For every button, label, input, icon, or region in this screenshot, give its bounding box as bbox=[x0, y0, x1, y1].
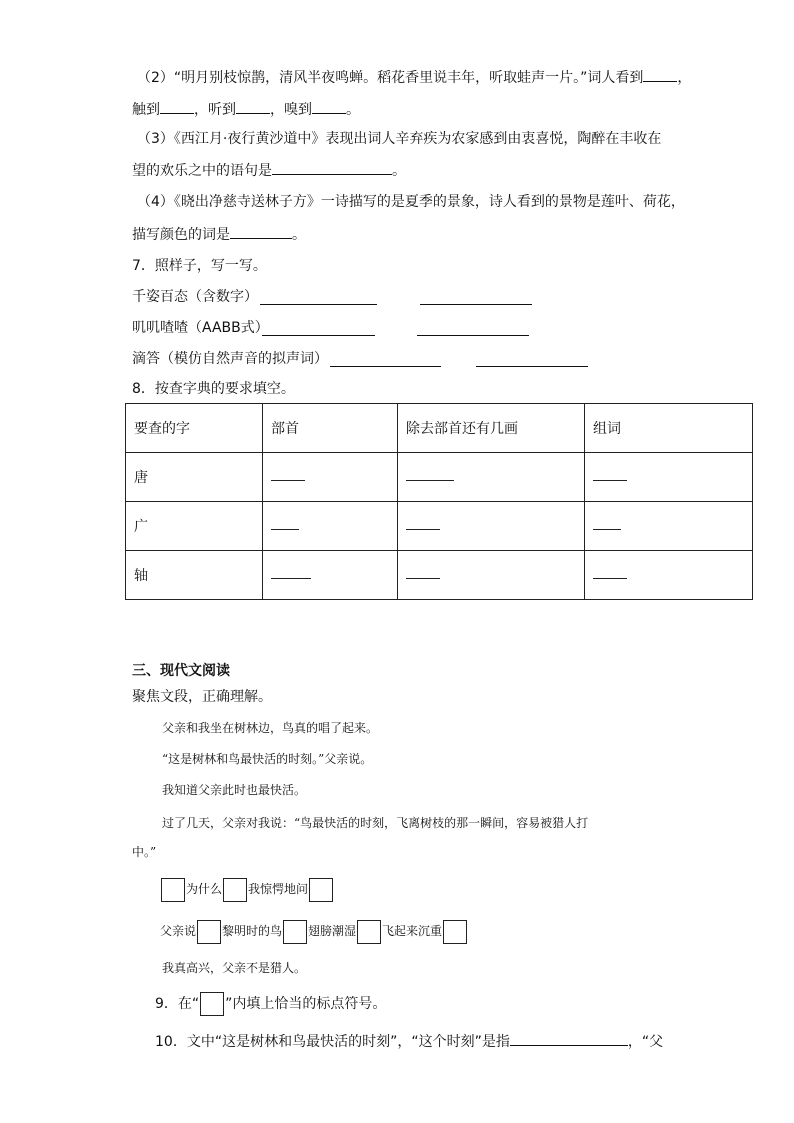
passage-p5 bbox=[160, 877, 334, 902]
q8-title: 8．按查字典的要求填空。 bbox=[132, 381, 295, 397]
q6-part4-text: （4）《晓出净慈寺送林子方》一诗描写的是夏季的景象，诗人看到的景物是莲叶、荷花， bbox=[137, 194, 685, 210]
punct-box[interactable] bbox=[309, 878, 333, 902]
section-intro: 聚焦文段，正确理解。 bbox=[132, 689, 272, 705]
passage-text: 飞起来沉重 bbox=[382, 924, 443, 938]
q7-row3-label: 滴答（模仿自然声音的拟声词） bbox=[132, 351, 328, 367]
punct-box[interactable] bbox=[161, 878, 185, 902]
passage-p4-line2: 中。” bbox=[132, 845, 157, 859]
q6-part4-period: 。 bbox=[292, 227, 306, 243]
q6-part2-text: （2）“明月别枝惊鹊，清风半夜鸣蝉。稻花香里说丰年，听取蛙声一片。”词人看到 bbox=[137, 70, 644, 86]
q6-hear-label: ，听到 bbox=[194, 102, 236, 118]
passage-p3: 我知道父亲此时也最快活。 bbox=[162, 783, 307, 797]
q6-part4-line1 bbox=[137, 192, 685, 212]
q6-smell-label: ，嗅到 bbox=[270, 102, 312, 118]
q6-part2-line1 bbox=[137, 67, 691, 88]
q6-part3-text2: 望的欢乐之中的语句是 bbox=[132, 163, 272, 179]
blank-word[interactable] bbox=[585, 502, 753, 551]
blank-radical[interactable] bbox=[263, 551, 398, 600]
table-row bbox=[126, 502, 753, 551]
q7-row2-blank1[interactable] bbox=[262, 321, 375, 336]
q7-row3-blank1[interactable] bbox=[330, 352, 441, 367]
q10-text-b: ，“父 bbox=[627, 1034, 664, 1050]
blank-word[interactable] bbox=[585, 551, 753, 600]
section-heading: 三、现代文阅读 bbox=[132, 663, 230, 679]
q9 bbox=[155, 992, 386, 1016]
q6-part2-comma: ， bbox=[677, 70, 692, 86]
dictionary-table bbox=[125, 403, 753, 600]
blank-radical[interactable] bbox=[263, 453, 398, 502]
punct-box[interactable] bbox=[223, 878, 247, 902]
q6-part2-blank-see[interactable] bbox=[643, 67, 677, 82]
row-char: 轴 bbox=[126, 551, 263, 600]
q7-row1-blank1[interactable] bbox=[260, 290, 377, 305]
passage-p4-line1: 过了几天，父亲对我说：“鸟最快活的时刻，飞离树枝的那一瞬间，容易被猎人打 bbox=[162, 816, 589, 830]
q9-text-b: ”内填上恰当的标点符号。 bbox=[225, 996, 387, 1012]
q7-row3 bbox=[132, 349, 328, 369]
q7-row2-blank2[interactable] bbox=[417, 321, 529, 336]
passage-text: 父亲说 bbox=[160, 924, 197, 938]
q7-title: 7．照样子，写一写。 bbox=[132, 258, 267, 274]
q7-row2 bbox=[132, 318, 269, 338]
row-char: 广 bbox=[126, 502, 263, 551]
header-word: 组词 bbox=[585, 404, 753, 453]
q6-part3-line2 bbox=[132, 160, 406, 181]
punct-box[interactable] bbox=[357, 920, 381, 944]
passage-text: 我惊愕地问 bbox=[248, 882, 309, 896]
passage-p7: 我真高兴，父亲不是猎人。 bbox=[162, 961, 307, 975]
q6-part2-blank-hear[interactable] bbox=[236, 99, 270, 114]
q6-part4-line2 bbox=[132, 224, 306, 245]
q6-touch-label: 触到 bbox=[132, 102, 160, 118]
q10-text-a: 10．文中“这是树林和鸟最快活的时刻”，“这个时刻”是指 bbox=[155, 1034, 510, 1050]
header-strokes: 除去部首还有几画 bbox=[398, 404, 585, 453]
q7-row3-blank2[interactable] bbox=[476, 352, 588, 367]
passage-text: 翅膀潮湿 bbox=[308, 924, 357, 938]
q6-part2-line2 bbox=[132, 99, 360, 120]
q10-blank[interactable] bbox=[510, 1031, 628, 1046]
q6-part3-blank[interactable] bbox=[272, 160, 392, 175]
q10 bbox=[155, 1031, 663, 1052]
table-header-row bbox=[126, 404, 753, 453]
q6-part3-text: （3）《西江月·夜行黄沙道中》表现出词人辛弃疾为农家感到由衷喜悦，陶醉在丰收在 bbox=[137, 131, 662, 147]
punct-box[interactable] bbox=[443, 920, 467, 944]
passage-text: 为什么 bbox=[186, 882, 223, 896]
q6-part4-blank[interactable] bbox=[230, 224, 292, 239]
q7-row1-label: 千姿百态（含数字） bbox=[132, 289, 258, 305]
q6-part2-period: 。 bbox=[346, 102, 360, 118]
passage-p2: “这是树林和鸟最快活的时刻。”父亲说。 bbox=[162, 752, 373, 766]
passage-p6 bbox=[160, 919, 468, 944]
q6-part4-text2: 描写颜色的词是 bbox=[132, 227, 230, 243]
header-char: 要查的字 bbox=[126, 404, 263, 453]
q6-part3-period: 。 bbox=[392, 163, 406, 179]
punct-box[interactable] bbox=[197, 920, 221, 944]
q9-text-a: 9．在“ bbox=[155, 996, 200, 1012]
blank-radical[interactable] bbox=[263, 502, 398, 551]
q6-part2-blank-touch[interactable] bbox=[160, 99, 194, 114]
q7-row1 bbox=[132, 287, 258, 307]
table-row bbox=[126, 453, 753, 502]
passage-text: 黎明时的鸟 bbox=[222, 924, 283, 938]
q6-part2-blank-smell[interactable] bbox=[312, 99, 346, 114]
q7-row2-label: 叽叽喳喳（AABB式） bbox=[132, 320, 269, 336]
blank-strokes[interactable] bbox=[398, 453, 585, 502]
row-char: 唐 bbox=[126, 453, 263, 502]
blank-strokes[interactable] bbox=[398, 502, 585, 551]
q7-row1-blank2[interactable] bbox=[420, 290, 532, 305]
passage-p1: 父亲和我坐在树林边，鸟真的唱了起来。 bbox=[162, 721, 379, 735]
blank-word[interactable] bbox=[585, 453, 753, 502]
header-radical: 部首 bbox=[263, 404, 398, 453]
q9-sample-box bbox=[200, 992, 224, 1016]
q6-part3-line1 bbox=[137, 129, 661, 149]
blank-strokes[interactable] bbox=[398, 551, 585, 600]
punct-box[interactable] bbox=[283, 920, 307, 944]
table-row bbox=[126, 551, 753, 600]
